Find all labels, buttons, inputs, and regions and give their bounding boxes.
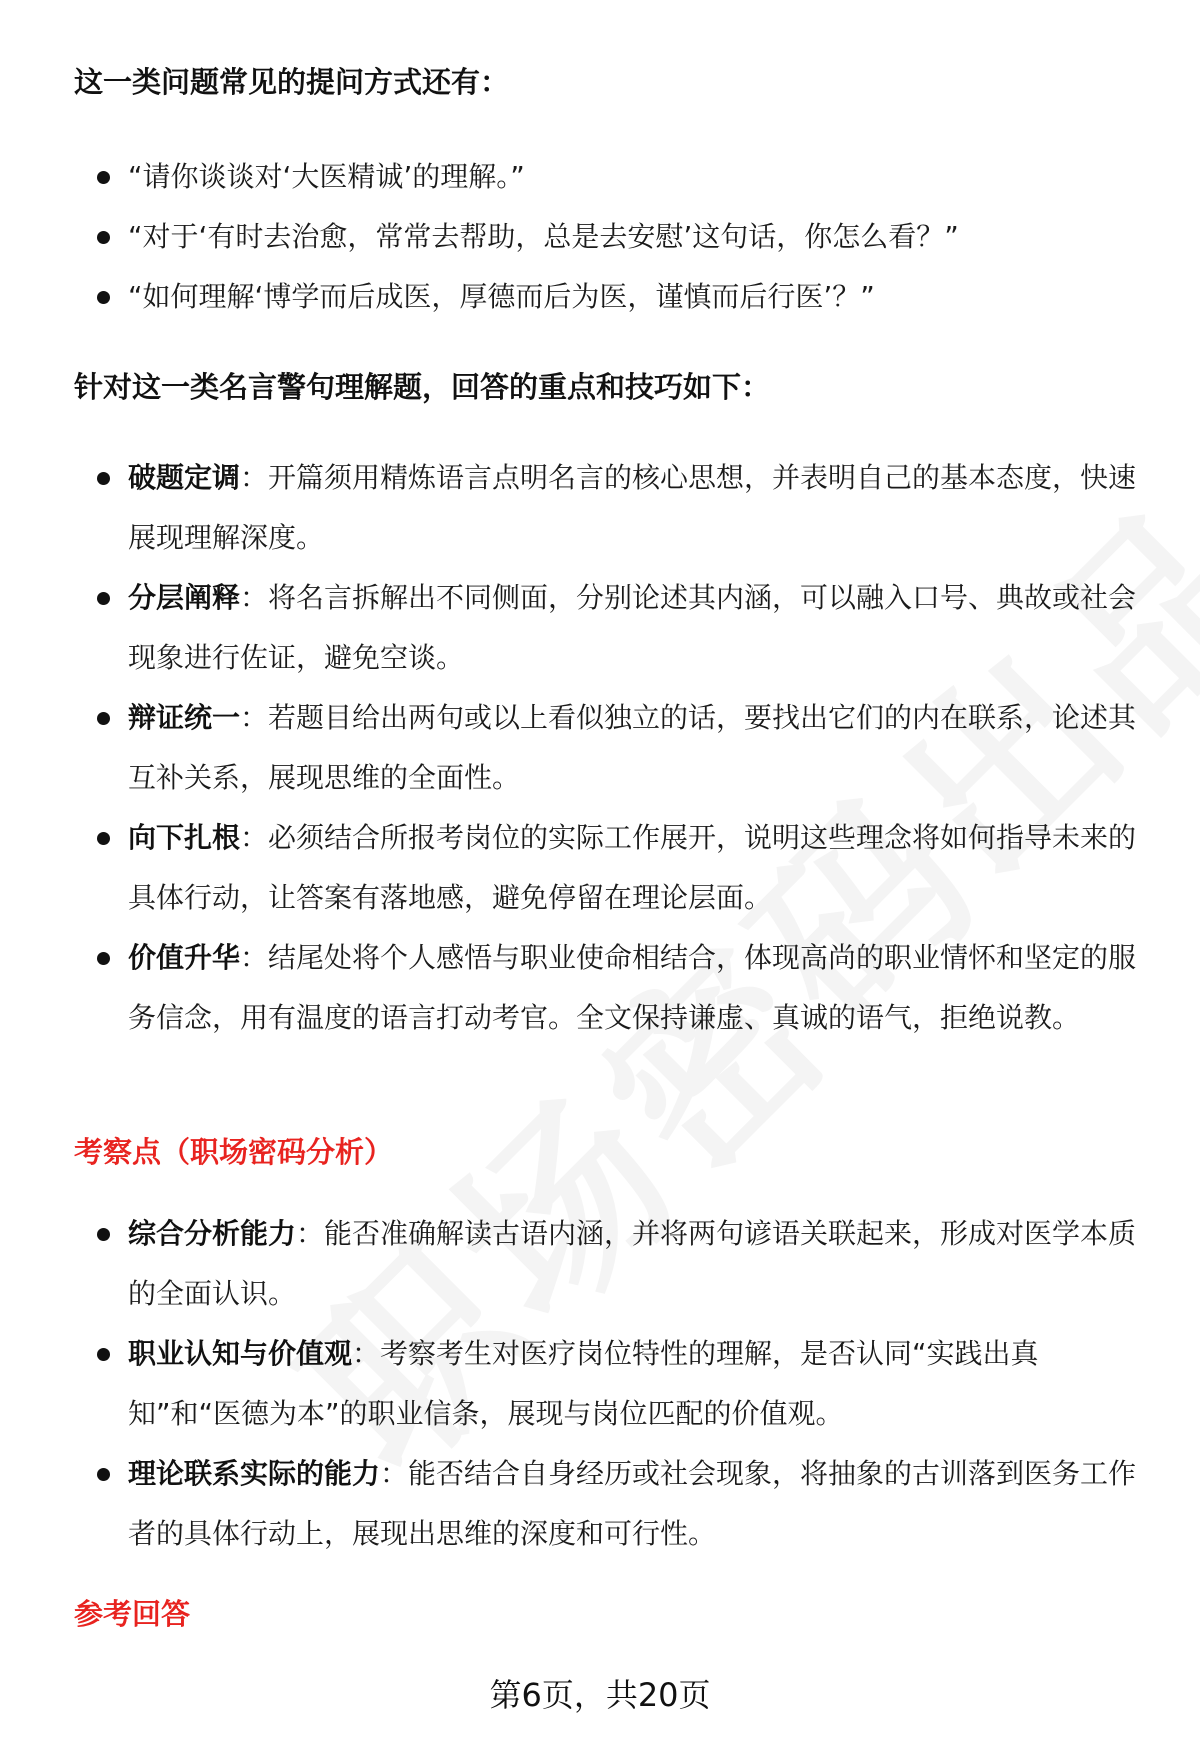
bullet-icon xyxy=(97,832,110,845)
assessment-list xyxy=(0,1204,1200,1564)
list-item-term: 理论联系实际的能力 xyxy=(128,1457,381,1490)
list-item-text: ：结尾处将个人感悟与职业使命相结合，体现高尚的职业情怀和坚定的服务信念，用有温度的语言打动考官。全文保持谦虚、真诚的语气，拒绝说教。 xyxy=(128,941,1137,1034)
bullet-icon xyxy=(97,1228,110,1241)
list-item xyxy=(0,928,1200,1048)
bullet-icon xyxy=(97,231,110,244)
list-item-text: ：能否结合自身经历或社会现象，将抽象的古训落到医务工作者的具体行动上，展现出思维的深度和可行性。 xyxy=(128,1457,1137,1550)
list-item xyxy=(0,1444,1200,1564)
list-item xyxy=(0,688,1200,808)
list-item-text: ：必须结合所报考岗位的实际工作展开，说明这些理念将如何指导未来的具体行动，让答案有落地感，避免停留在理论层面。 xyxy=(128,821,1137,914)
list-item-text: ：能否准确解读古语内涵，并将两句谚语关联起来，形成对医学本质的全面认识。 xyxy=(128,1217,1137,1310)
section-heading-reference-answer: 参考回答 xyxy=(74,1597,191,1631)
bullet-icon xyxy=(97,592,110,605)
list-item xyxy=(0,207,1200,267)
list-item xyxy=(0,147,1200,207)
bullet-icon xyxy=(97,1348,110,1361)
list-item-text: “对于‘有时去治愈，常常去帮助，总是去安慰’这句话，你怎么看？” xyxy=(128,220,959,253)
bullet-icon xyxy=(97,952,110,965)
list-item-text: ：将名言拆解出不同侧面，分别论述其内涵，可以融入口号、典故或社会现象进行佐证，避免空谈。 xyxy=(128,581,1137,674)
bullet-icon xyxy=(97,472,110,485)
list-item-term: 价值升华 xyxy=(128,941,241,974)
question-forms-list xyxy=(0,147,1200,327)
section-heading-question-forms: 这一类问题常见的提问方式还有： xyxy=(74,65,510,99)
list-item-text: “请你谈谈对‘大医精诚’的理解。” xyxy=(128,160,525,193)
list-item-term: 职业认知与价值观 xyxy=(128,1337,353,1370)
techniques-list xyxy=(0,448,1200,1048)
list-item-term: 破题定调 xyxy=(128,461,241,494)
list-item xyxy=(0,568,1200,688)
list-item-term: 辩证统一 xyxy=(128,701,241,734)
bullet-icon xyxy=(97,712,110,725)
bullet-icon xyxy=(97,1468,110,1481)
list-item-term: 综合分析能力 xyxy=(128,1217,297,1250)
list-item xyxy=(0,448,1200,568)
list-item-text: ：考察考生对医疗岗位特性的理解，是否认同“实践出真知”和“医德为本”的职业信条，展现与岗位匹配的价值观。 xyxy=(128,1337,1039,1430)
list-item-term: 向下扎根 xyxy=(128,821,241,854)
bullet-icon xyxy=(97,291,110,304)
page-indicator: 第6页，共20页 xyxy=(489,1676,711,1714)
bullet-icon xyxy=(97,171,110,184)
list-item xyxy=(0,808,1200,928)
list-item xyxy=(0,267,1200,327)
list-item xyxy=(0,1324,1200,1444)
list-item xyxy=(0,1204,1200,1324)
list-item-text: ：开篇须用精炼语言点明名言的核心思想，并表明自己的基本态度，快速展现理解深度。 xyxy=(128,461,1137,554)
list-item-text: “如何理解‘博学而后成医，厚德而后为医，谨慎而后行医’？” xyxy=(128,280,875,313)
list-item-text: ：若题目给出两句或以上看似独立的话，要找出它们的内在联系，论述其互补关系，展现思维的全面性。 xyxy=(128,701,1137,794)
section-heading-assessment: 考察点（职场密码分析） xyxy=(74,1135,394,1169)
list-item-term: 分层阐释 xyxy=(128,581,241,614)
section-heading-techniques: 针对这一类名言警句理解题，回答的重点和技巧如下： xyxy=(74,370,771,404)
